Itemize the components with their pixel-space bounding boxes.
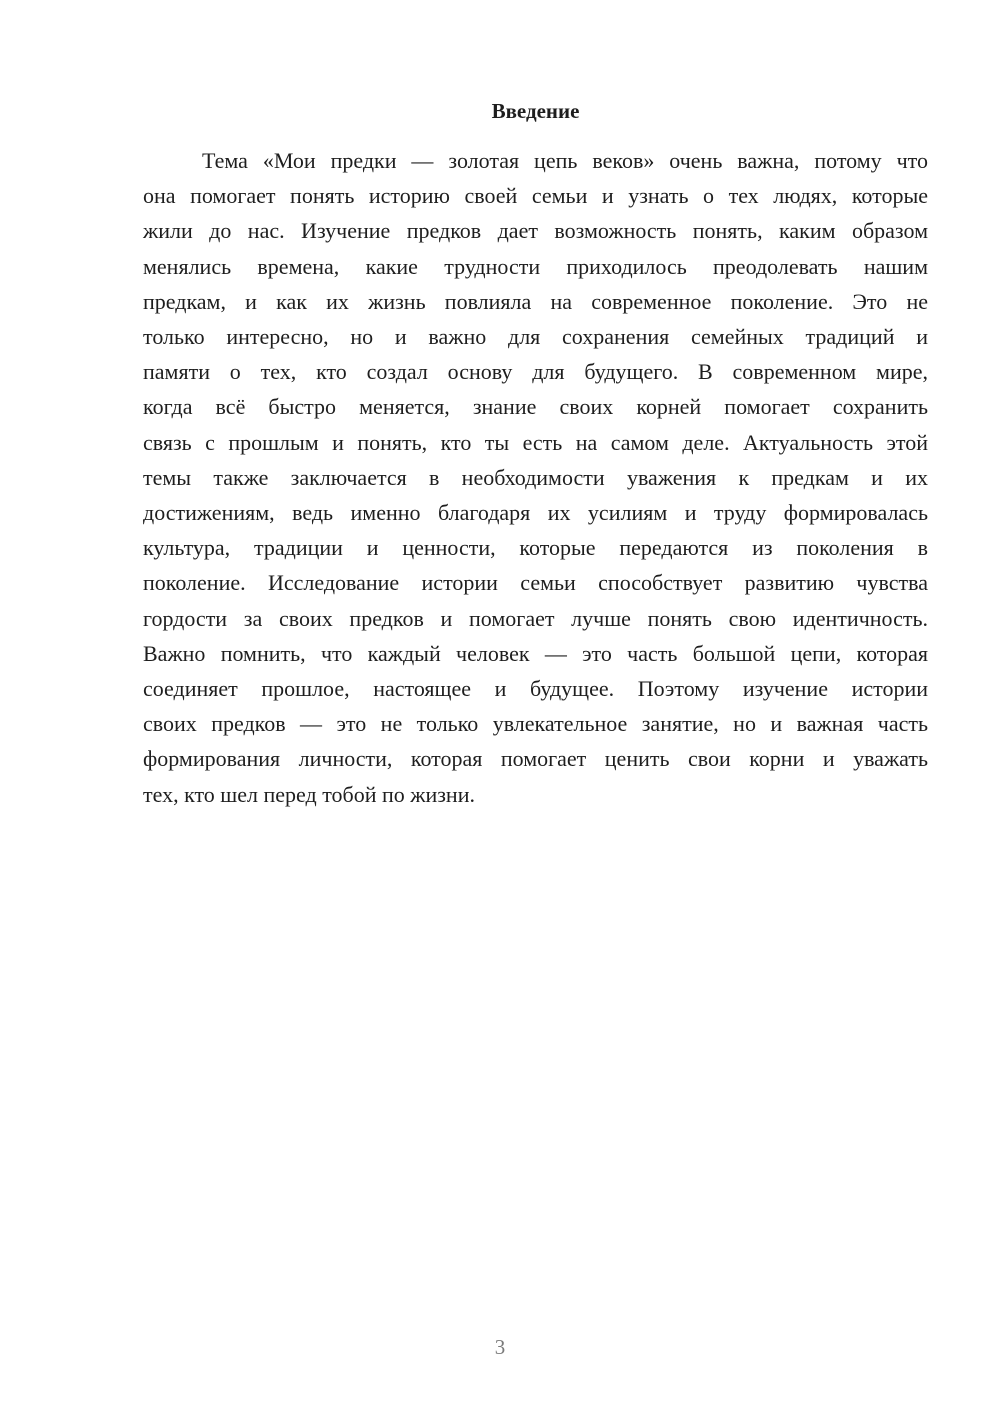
paragraph-line: достижениям, ведь именно благодаря их усилиям и труду формировалась: [143, 500, 928, 526]
paragraph-line: гордости за своих предков и помогает лучше понять свою идентичность.: [143, 605, 928, 631]
paragraph-line: формирования личности, которая помогает ценить свои корни и уважать: [143, 746, 928, 772]
paragraph-line: предкам, и как их жизнь повлияла на современное поколение. Это не: [143, 288, 928, 314]
paragraph-line: она помогает понять историю своей семьи и узнать о тех людях, которые: [143, 183, 928, 209]
paragraph-line: своих предков — это не только увлекательное занятие, но и важная часть: [143, 711, 928, 737]
paragraph-line: жили до нас. Изучение предков дает возможность понять, каким образом: [143, 218, 928, 244]
paragraph-line: памяти о тех, кто создал основу для будущего. В современном мире,: [143, 359, 928, 385]
paragraph-line: Тема «Мои предки — золотая цепь веков» очень важна, потому что: [202, 148, 928, 173]
paragraph-line: только интересно, но и важно для сохранения семейных традиций и: [143, 324, 928, 350]
paragraph-line: темы также заключается в необходимости уважения к предкам и их: [143, 464, 928, 490]
page-number: 3: [494, 1335, 506, 1359]
paragraph-line: поколение. Исследование истории семьи способствует развитию чувства: [143, 570, 928, 596]
paragraph-line: культура, традиции и ценности, которые передаются из поколения в: [143, 535, 928, 561]
paragraph-line: тех, кто шел перед тобой по жизни.: [143, 781, 475, 807]
paragraph-line: соединяет прошлое, настоящее и будущее. Поэтому изучение истории: [143, 676, 928, 702]
body-paragraph: [143, 143, 928, 812]
paragraph-line: связь с прошлым и понять, кто ты есть на самом деле. Актуальность этой: [143, 429, 928, 455]
paragraph-line: менялись времена, какие трудности приходилось преодолевать нашим: [143, 253, 928, 279]
paragraph-line: когда всё быстро меняется, знание своих корней помогает сохранить: [143, 394, 928, 420]
section-heading: Введение: [491, 99, 580, 123]
paragraph-line: Важно помнить, что каждый человек — это часть большой цепи, которая: [143, 640, 928, 666]
